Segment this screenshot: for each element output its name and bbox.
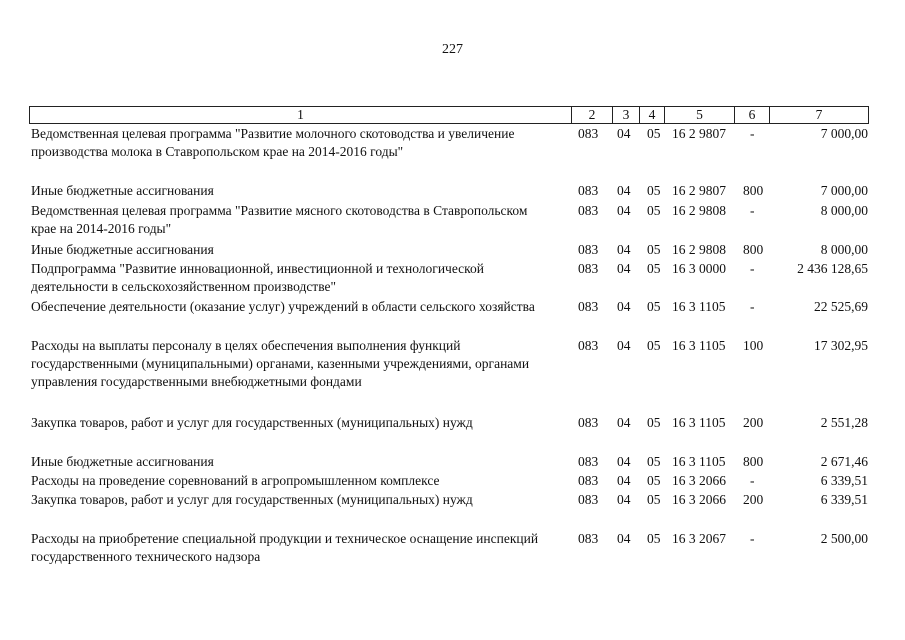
row-col-5: 16 3 1105 (672, 454, 726, 469)
row-col-6: - (750, 531, 755, 546)
row-col-3: 04 (617, 338, 631, 353)
row-col-6: - (750, 126, 755, 141)
row-col-2: 083 (578, 338, 599, 353)
row-col-5: 16 2 9808 (672, 203, 726, 218)
row-col-3: 04 (617, 126, 631, 141)
row-col-6: - (750, 299, 755, 314)
header-col-7: 7 (815, 107, 823, 122)
row-description: Расходы на выплаты персоналу в целях обеспечения выполнения функций государственными (муниципальными) органами, казенными учреждениями, органами управления государственными внебюджетными фондами (31, 338, 530, 389)
row-col-4: 05 (647, 203, 661, 218)
row-col-2: 083 (578, 242, 599, 257)
row-description: Иные бюджетные ассигнования (31, 454, 214, 469)
row-col-6: 200 (743, 415, 764, 430)
row-col-5: 16 2 9807 (672, 126, 726, 141)
row-col-4: 05 (647, 126, 661, 141)
header-col-3: 3 (622, 107, 630, 122)
table-header (29, 106, 869, 124)
header-col-6: 6 (748, 107, 756, 122)
row-col-3: 04 (617, 531, 631, 546)
row-col-7: 2 671,46 (820, 454, 868, 469)
row-col-2: 083 (578, 126, 599, 141)
row-col-4: 05 (647, 183, 661, 198)
row-description: Иные бюджетные ассигнования (31, 242, 214, 257)
row-col-6: 200 (743, 492, 764, 507)
row-col-4: 05 (647, 454, 661, 469)
row-col-4: 05 (647, 531, 661, 546)
row-col-3: 04 (617, 415, 631, 430)
row-description: Закупка товаров, работ и услуг для государственных (муниципальных) нужд (31, 492, 473, 507)
row-col-6: 800 (743, 454, 764, 469)
row-col-5: 16 3 1105 (672, 299, 726, 314)
row-col-6: 800 (743, 242, 764, 257)
row-col-7: 2 500,00 (820, 531, 868, 546)
row-col-4: 05 (647, 338, 661, 353)
row-col-2: 083 (578, 473, 599, 488)
row-col-6: 100 (743, 338, 764, 353)
row-col-2: 083 (578, 415, 599, 430)
row-col-5: 16 3 1105 (672, 415, 726, 430)
row-description: Расходы на приобретение специальной продукции и техническое оснащение инспекций государственного технического надзора (31, 531, 539, 564)
row-col-6: - (750, 203, 755, 218)
row-description: Закупка товаров, работ и услуг для государственных (муниципальных) нужд (31, 415, 473, 430)
header-col-4: 4 (648, 107, 656, 122)
row-col-7: 7 000,00 (820, 126, 868, 141)
row-col-7: 6 339,51 (820, 492, 868, 507)
row-col-5: 16 3 1105 (672, 338, 726, 353)
row-col-5: 16 3 2066 (672, 492, 726, 507)
row-col-7: 7 000,00 (820, 183, 868, 198)
row-description: Ведомственная целевая программа "Развитие молочного скотоводства и увеличение производства молока в Ставропольском крае на 2014-2016 годы" (31, 126, 515, 159)
row-col-7: 8 000,00 (820, 203, 868, 218)
row-col-7: 8 000,00 (820, 242, 868, 257)
row-col-2: 083 (578, 531, 599, 546)
row-col-5: 16 3 2067 (672, 531, 726, 546)
row-col-3: 04 (617, 261, 631, 276)
row-col-4: 05 (647, 473, 661, 488)
row-col-4: 05 (647, 242, 661, 257)
row-col-7: 22 525,69 (814, 299, 868, 314)
row-description: Обеспечение деятельности (оказание услуг) учреждений в области сельского хозяйства (31, 299, 535, 314)
row-description: Подпрограмма "Развитие инновационной, инвестиционной и технологической деятельности в сельскохозяйственном производстве" (31, 261, 485, 294)
row-col-4: 05 (647, 261, 661, 276)
row-col-4: 05 (647, 492, 661, 507)
row-description: Ведомственная целевая программа "Развитие мясного скотоводства в Ставропольском крае на 2014-2016 годы" (31, 203, 528, 236)
row-col-5: 16 3 2066 (672, 473, 726, 488)
row-col-2: 083 (578, 492, 599, 507)
row-col-7: 2 551,28 (820, 415, 868, 430)
row-col-3: 04 (617, 242, 631, 257)
row-col-3: 04 (617, 299, 631, 314)
row-col-7: 2 436 128,65 (797, 261, 868, 276)
page-number: 227 (442, 42, 463, 57)
row-col-4: 05 (647, 299, 661, 314)
row-col-2: 083 (578, 299, 599, 314)
row-col-3: 04 (617, 183, 631, 198)
row-col-3: 04 (617, 203, 631, 218)
row-col-6: 800 (743, 183, 764, 198)
row-description: Расходы на проведение соревнований в агропромышленном комплексе (31, 473, 440, 488)
row-col-6: - (750, 261, 755, 276)
row-col-3: 04 (617, 492, 631, 507)
header-col-5: 5 (696, 107, 703, 122)
header-col-1: 1 (297, 107, 304, 122)
row-col-2: 083 (578, 203, 599, 218)
row-description: Иные бюджетные ассигнования (31, 183, 214, 198)
row-col-5: 16 3 0000 (672, 261, 726, 276)
row-col-2: 083 (578, 261, 599, 276)
row-col-6: - (750, 473, 755, 488)
row-col-3: 04 (617, 454, 631, 469)
row-col-3: 04 (617, 473, 631, 488)
row-col-7: 17 302,95 (814, 338, 868, 353)
row-col-7: 6 339,51 (820, 473, 868, 488)
row-col-4: 05 (647, 415, 661, 430)
row-col-2: 083 (578, 454, 599, 469)
header-col-2: 2 (588, 107, 596, 122)
row-col-2: 083 (578, 183, 599, 198)
row-col-5: 16 2 9808 (672, 242, 726, 257)
row-col-5: 16 2 9807 (672, 183, 726, 198)
